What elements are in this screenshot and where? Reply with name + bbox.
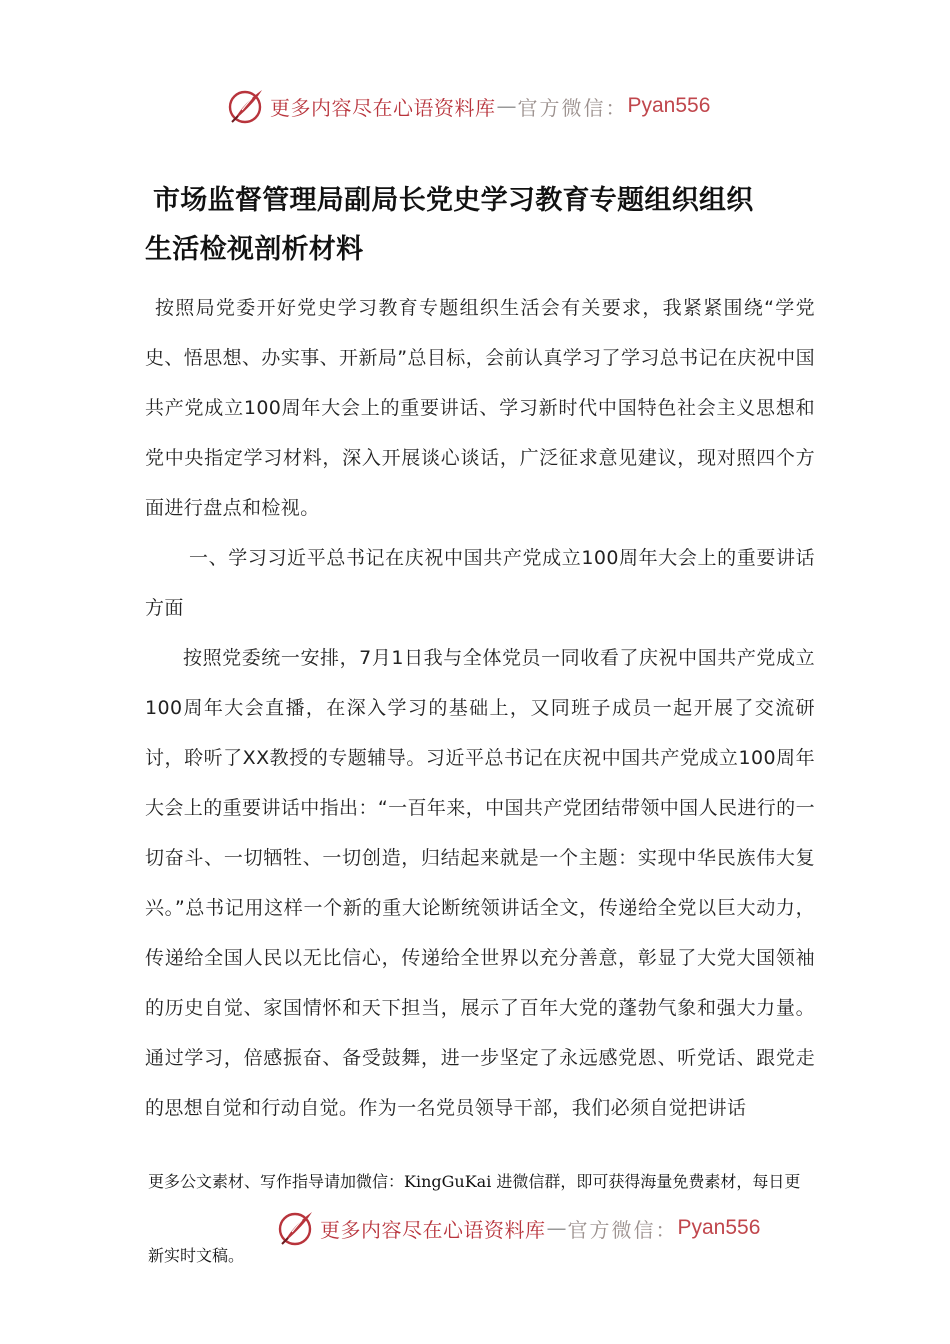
banner-wechat-id: Pyan556 [677,1216,761,1239]
banner-brand-text: 更多内容尽在心语资料库 [320,1217,546,1242]
paragraph-section-1: 按照党委统一安排，7月1日我与全体党员一同收看了庆祝中国共产党成立100周年大会直播，在深入学习的基础上，又同班子成员一起开展了交流研讨，聆听了XX教授的专题辅导。习近平总书记在庆祝中国共产党成立100周年大会上的重要讲话中指出：“一百年来，中国共产党团结带领中国人民进行的一切奋斗、一切牺牲、一切创造，归结起来就是一个主题：实现中华民族伟大复兴。”总书记用这样一个新的重大论断统领讲话全文，传递给全党以巨大动力，传递给全国人民以无比信心，传递给全世界以充分善意，彰显了大党大国领袖的历史自觉、家国情怀和天下担当，展示了百年大党的蓬勃气象和强大力量。通过学习，倍感振奋、备受鼓舞，进一步坚定了永远感党恩、听党话、跟党走的思想自觉和行动自觉。作为一名党员领导干部，我们必须自觉把讲话 [145,647,815,1119]
document-title [145,176,815,274]
banner-wechat-label: 官方微信： [517,95,628,120]
banner-dash: — [546,1216,567,1240]
header-banner [226,84,710,128]
title-line-2: 生活检视剖析材料 [145,234,364,265]
section-heading-1: 一、学习习近平总书记在庆祝中国共产党成立100周年大会上的重要讲话方面 [145,547,815,619]
footer-note-continued: 新实时文稿。 [148,1246,245,1265]
footer-banner [276,1206,760,1250]
paragraph-intro: 按照局党委开好党史学习教育专题组织生活会有关要求，我紧紧围绕“学党史、悟思想、办实事、开新局”总目标，会前认真学习了学习总书记在庆祝中国共产党成立100周年大会上的重要讲话、学习新时代中国特色社会主义思想和党中央指定学习材料，深入开展谈心谈话，广泛征求意见建议，现对照四个方面进行盘点和检视。 [145,297,815,519]
banner-wechat-id: Pyan556 [627,94,711,117]
document-body [145,283,815,1133]
quill-pen-logo-icon [276,1208,316,1248]
footer-note: 更多公文素材、写作指导请加微信：KingGuKai 进微信群，即可获得海量免费素材，每日更 [148,1172,801,1191]
banner-dash: — [496,94,517,118]
banner-brand-text: 更多内容尽在心语资料库 [270,95,496,120]
quill-pen-logo-icon [226,86,266,126]
title-line-1: 市场监督管理局副局长党史学习教育专题组织组织 [153,185,754,216]
banner-wechat-label: 官方微信： [567,1217,678,1242]
